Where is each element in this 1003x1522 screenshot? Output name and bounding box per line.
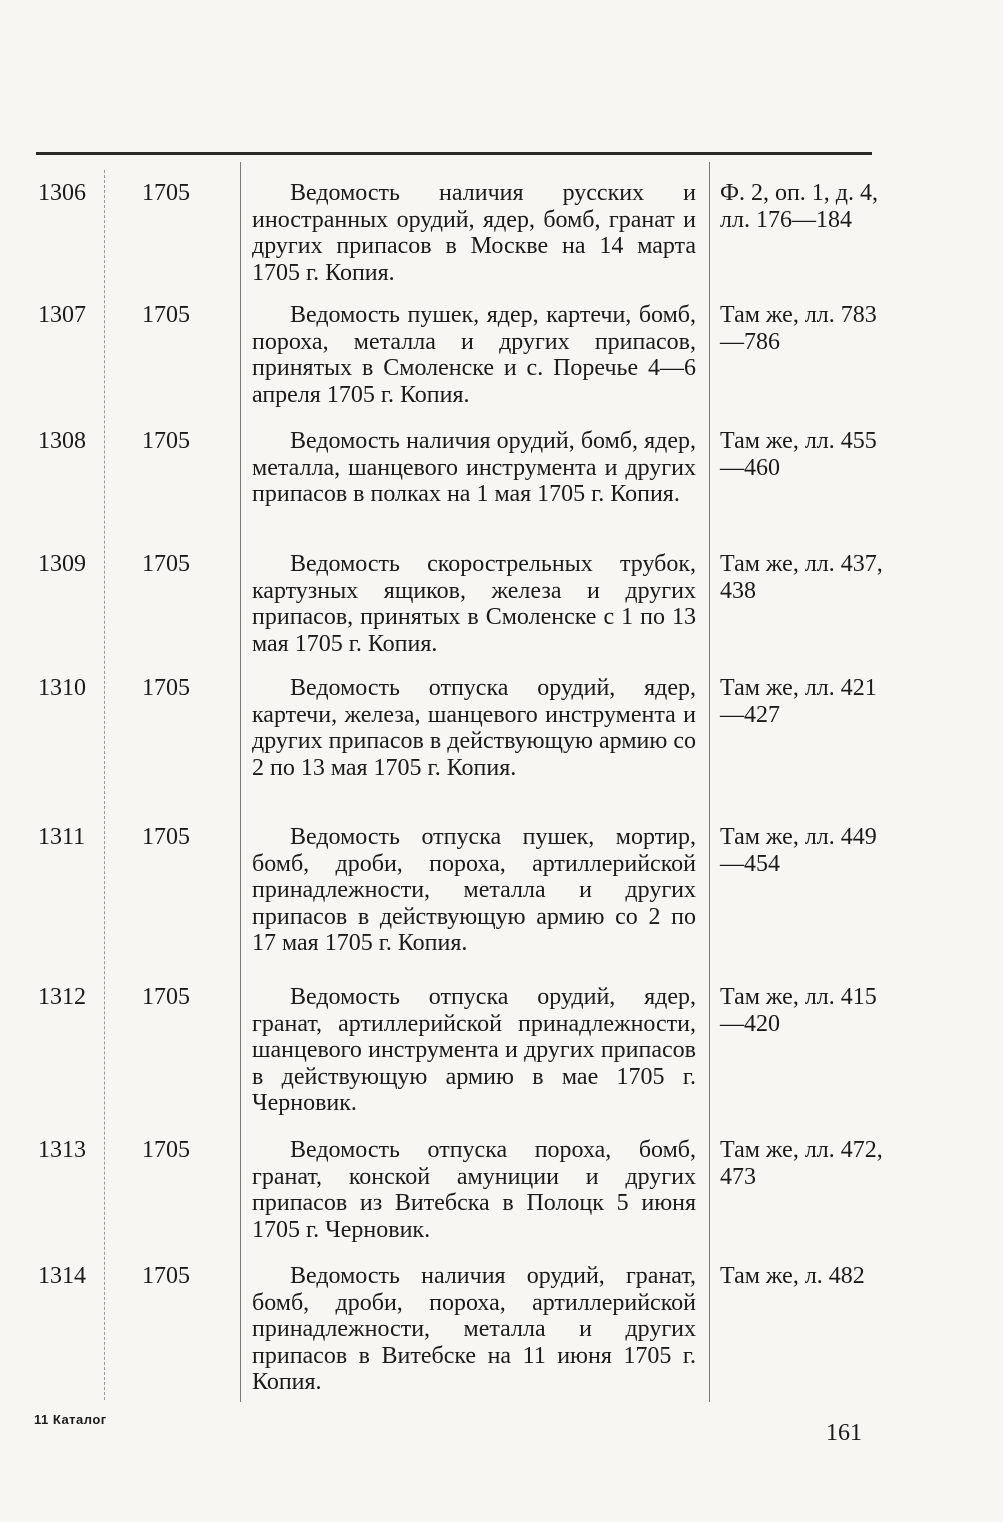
entry-description: Ведомость пушек, ядер, картечи, бомб, пороха, металла и других припасов, принятых в Смоленске и с. Поречье 4—6 апреля 1705 г. Копия. [252, 302, 696, 408]
entry-year: 1705 [142, 302, 190, 328]
column-divider-year [240, 162, 241, 1402]
entry-description: Ведомость наличия орудий, бомб, ядер, металла, шанцевого инструмента и других припасов в полках на 1 мая 1705 г. Копия. [252, 428, 696, 507]
entry-description: Ведомость отпуска пушек, мортир, бомб, дроби, пороха, артиллерийской принадлежности, металла и других припасов в действующую армию со 2 по 17 мая 1705 г. Копия. [252, 824, 696, 956]
entry-description: Ведомость наличия русских и иностранных орудий, ядер, бомб, гранат и других припасов в Москве на 14 марта 1705 г. Копия. [252, 180, 696, 286]
entry-archive-reference: Там же, лл. 455—460 [720, 428, 877, 481]
entry-archive-reference: Там же, лл. 415—420 [720, 984, 877, 1037]
entry-year: 1705 [142, 675, 190, 701]
entry-description: Ведомость отпуска орудий, ядер, картечи, железа, шанцевого инструмента и других припасов в действующую армию со 2 по 13 мая 1705 г. Копия. [252, 675, 696, 781]
entry-year: 1705 [142, 824, 190, 850]
entry-year: 1705 [142, 984, 190, 1010]
entry-description: Ведомость наличия орудий, гранат, бомб, дроби, пороха, артиллерийской принадлежности, металла и других припасов в Витебске на 11 июня 1705 г. Копия. [252, 1263, 696, 1395]
column-divider-number [104, 170, 105, 1400]
entry-archive-reference: Там же, лл. 421—427 [720, 675, 877, 728]
column-divider-description [709, 162, 710, 1402]
printer-signature: 11 Каталог [34, 1412, 107, 1427]
entry-archive-reference: Там же, лл. 783—786 [720, 302, 877, 355]
entry-year: 1705 [142, 180, 190, 206]
entry-archive-reference: Там же, лл. 472, 473 [720, 1137, 883, 1190]
entry-description: Ведомость отпуска орудий, ядер, гранат, артиллерийской принадлежности, шанцевого инструмента и других припасов в действующую армию в мае 1705 г. Черновик. [252, 984, 696, 1116]
entry-year: 1705 [142, 1137, 190, 1163]
entry-number: 1313 [38, 1137, 86, 1163]
entry-number: 1314 [38, 1263, 86, 1289]
entry-number: 1310 [38, 675, 86, 701]
entry-year: 1705 [142, 551, 190, 577]
entry-number: 1312 [38, 984, 86, 1010]
entry-archive-reference: Там же, лл. 449—454 [720, 824, 877, 877]
entry-description: Ведомость скорострельных трубок, картузных ящиков, железа и других припасов, принятых в Смоленске с 1 по 13 мая 1705 г. Копия. [252, 551, 696, 657]
page-number: 161 [826, 1420, 862, 1446]
entry-number: 1311 [38, 824, 86, 850]
entry-number: 1306 [38, 180, 86, 206]
entry-year: 1705 [142, 428, 190, 454]
entry-number: 1309 [38, 551, 86, 577]
entry-number: 1308 [38, 428, 86, 454]
entry-archive-reference: Там же, л. 482 [720, 1263, 865, 1289]
entry-description: Ведомость отпуска пороха, бомб, гранат, конской амуниции и других припасов из Витебска в Полоцк 5 июня 1705 г. Черновик. [252, 1137, 696, 1243]
entry-number: 1307 [38, 302, 86, 328]
top-rule [36, 152, 872, 155]
entry-archive-reference: Ф. 2, оп. 1, д. 4, лл. 176—184 [720, 180, 879, 233]
entry-archive-reference: Там же, лл. 437, 438 [720, 551, 883, 604]
entry-year: 1705 [142, 1263, 190, 1289]
